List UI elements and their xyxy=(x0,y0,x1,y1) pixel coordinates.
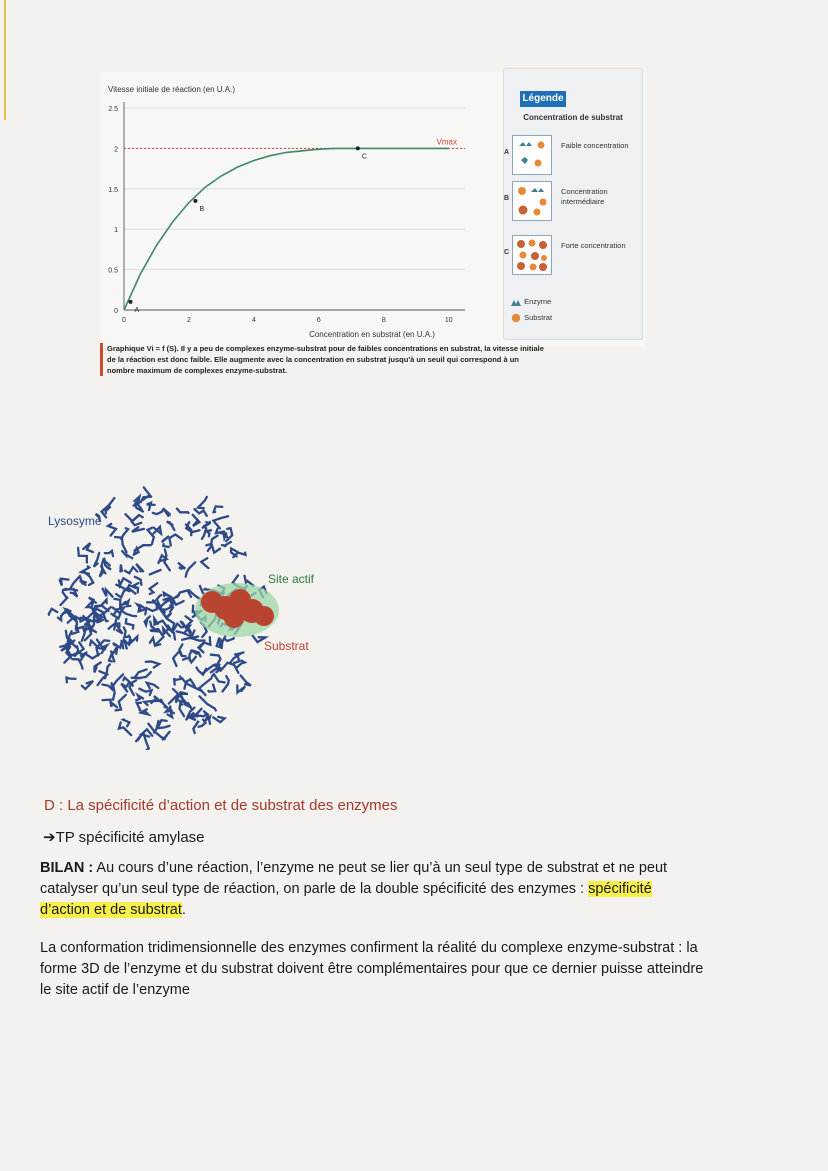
point-label: C xyxy=(361,153,367,161)
bilan-text: Au cours d’une réaction, l’enzyme ne peut se lier qu’à un seul type de substrat et ne peut catalyser qu’un seul type de réaction, on parle de la double spécificité des enzymes : xyxy=(40,860,668,897)
caption-lead: Graphique Vi = f (S). xyxy=(107,344,179,353)
caption-text: Il y a peu de complexes enzyme-substrat pour de faibles concentrations en substrat, la vitesse initiale de la réaction est donc faible. Elle augmente avec la concentration en substrat jusqu'à un seuil qui correspond à un nombre maximum de complexes enzyme-substrat. xyxy=(107,344,544,375)
legend-row-c xyxy=(504,235,642,277)
lysosyme-illustration xyxy=(40,470,300,750)
legend-subtitle: Concentration de substrat xyxy=(523,113,623,122)
figure-caption xyxy=(100,343,547,376)
substrate-icon xyxy=(510,313,522,323)
y-axis-label: Vitesse initiale de réaction (en U.A.) xyxy=(108,85,236,94)
legend-text: Forte concentration xyxy=(561,241,626,250)
legend-text: Concentration intermédiaire xyxy=(561,187,608,206)
point-label: A xyxy=(134,306,140,314)
x-tick-label: 2 xyxy=(186,317,191,324)
x-axis-label: Concentration en substrat (en U.A.) xyxy=(309,330,435,339)
x-tick-label: 4 xyxy=(251,317,256,324)
y-tick-label: 1.5 xyxy=(108,186,118,194)
legend-substrat-label: Substrat xyxy=(524,313,553,322)
legend-letter: B xyxy=(504,195,510,202)
substrate-atom xyxy=(224,608,244,628)
bilan-lead: BILAN : xyxy=(40,860,94,876)
y-tick-label: 1 xyxy=(114,227,118,235)
legend-substrat-key xyxy=(510,313,552,323)
vi-chart xyxy=(100,80,500,342)
enzyme-icon xyxy=(521,157,528,164)
substrate-icon xyxy=(538,142,545,149)
legend-enzyme-key xyxy=(510,297,551,307)
conclusion-paragraph: La conformation tridimensionnelle des enzymes confirment la réalité du complexe enzyme-substrat : la forme 3D de l’enzyme et du substrat doivent être complémentaires pour que ce dernier puisse atteindre le site actif de l’enzyme xyxy=(40,940,704,998)
substrate-atom xyxy=(254,606,274,626)
legend-illustration xyxy=(512,135,552,175)
legend-row-b xyxy=(504,181,642,223)
legend-letter: C xyxy=(504,249,510,256)
y-tick-label: 2.5 xyxy=(108,106,118,113)
point-marker xyxy=(193,199,197,203)
legend-illustration xyxy=(512,235,552,275)
page-edge-marker xyxy=(4,0,6,120)
legend-box xyxy=(503,68,643,340)
highlighted-term: spécificité d’action et de substrat xyxy=(40,881,652,918)
legend-title: Légende xyxy=(520,91,566,107)
y-tick-label: 0 xyxy=(114,308,118,315)
vmax-label: Vmax xyxy=(436,137,457,147)
bilan-end: . xyxy=(181,902,186,918)
legend-row-a xyxy=(504,135,642,177)
x-tick-label: 0 xyxy=(122,317,126,324)
x-tick-label: 8 xyxy=(381,317,386,324)
point-marker xyxy=(128,300,132,304)
lysosyme-label: Lysosyme xyxy=(48,514,102,528)
point-label: B xyxy=(199,205,205,213)
bilan-paragraph xyxy=(40,858,700,921)
tp-reference: ➔TP spécificité amylase xyxy=(43,829,205,846)
substrate-icon xyxy=(535,160,542,167)
point-marker xyxy=(356,146,360,150)
legend-text: Faible concentration xyxy=(561,141,629,150)
enzyme-icon xyxy=(510,298,522,307)
legend-enzyme-label: Enzyme xyxy=(524,297,552,306)
enzyme-icon xyxy=(519,142,532,146)
legend-illustration xyxy=(512,181,552,221)
section-title: D : La spécificité d’action et de substrat des enzymes xyxy=(44,797,398,814)
x-tick-label: 10 xyxy=(444,317,453,324)
legend-letter: A xyxy=(504,149,510,156)
y-tick-label: 0.5 xyxy=(108,267,118,275)
y-tick-label: 2 xyxy=(114,146,118,154)
x-tick-label: 6 xyxy=(316,317,321,324)
substrat-label: Substrat xyxy=(264,639,309,653)
site-actif-label: Site actif xyxy=(268,572,315,586)
